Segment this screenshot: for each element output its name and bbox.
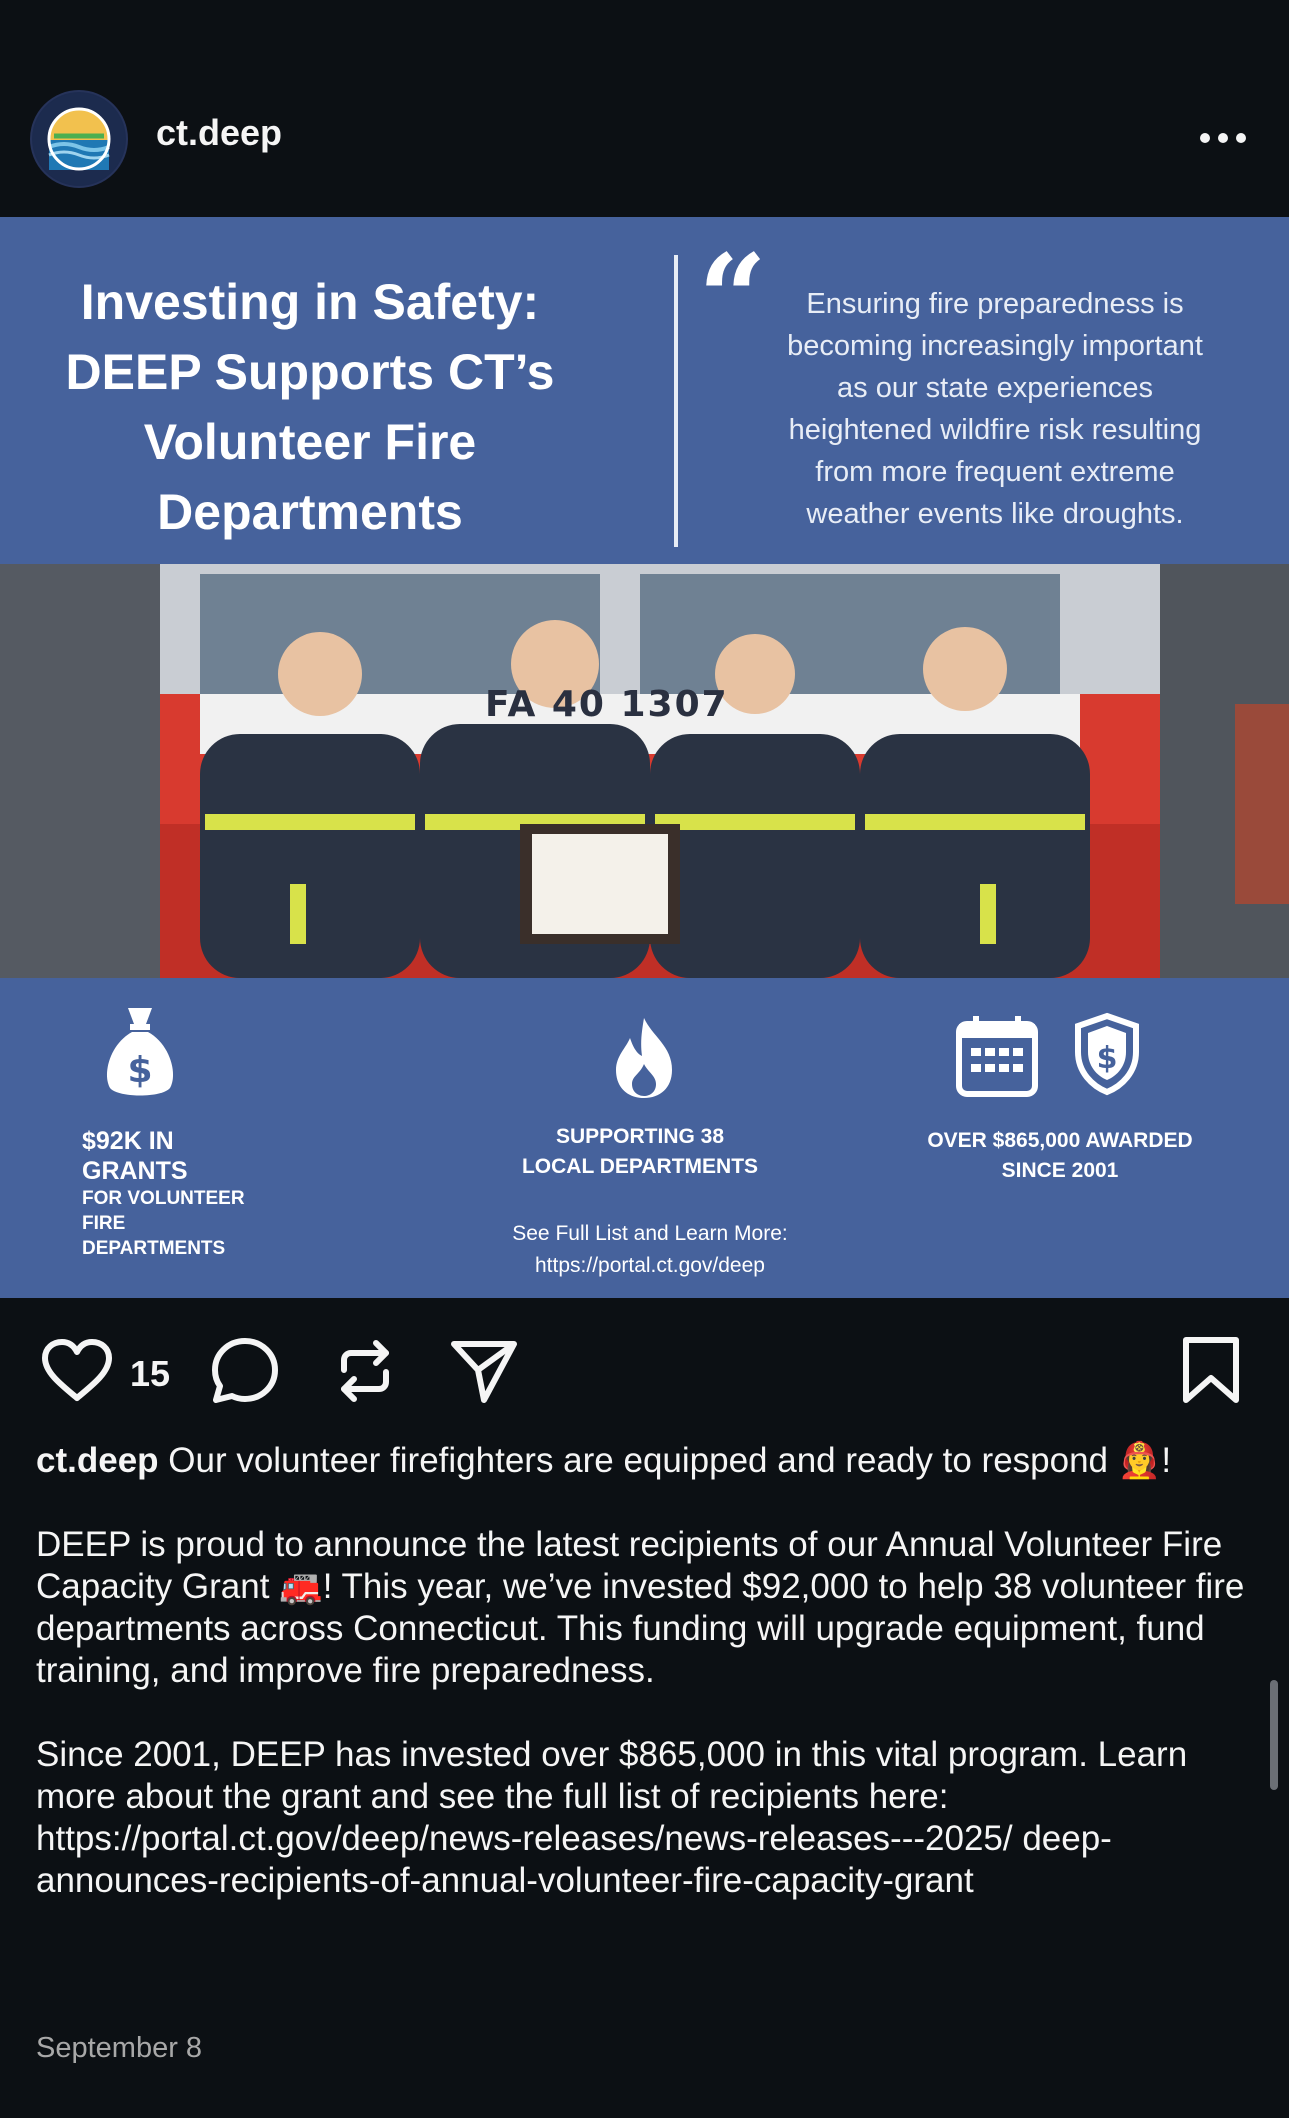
share-icon[interactable] (448, 1336, 520, 1408)
action-bar (0, 1298, 1289, 1448)
caption-username[interactable]: ct.deep (36, 1441, 159, 1480)
bookmark-icon[interactable] (1180, 1336, 1242, 1406)
caption-paragraph-3: Since 2001, DEEP has invested over $865,000 in this vital program. Learn more about the grant and see the full list of recipients here: https://portal.ct.gov/deep/news-releases/news-releases---2025/ deep-announces-recipients-of-annual-volunteer-fire-capacity-grant (36, 1735, 1188, 1900)
stat-grants: $92K IN GRANTS (82, 1127, 188, 1185)
caption-paragraph-2: DEEP is proud to announce the latest recipients of our Annual Volunteer Fire Capacity Grant 🚒! This year, we’ve invested $92,000 to help 38 volunteer fire departments across Connecticut. This funding will upgrade equipment, fund training, and improve fire preparedness. (36, 1525, 1245, 1690)
comment-icon[interactable] (210, 1336, 280, 1406)
firefighters-photo (0, 564, 1289, 978)
learn-more-text: See Full List and Learn More: https://portal.ct.gov/deep (512, 1222, 788, 1277)
shield-dollar-icon (1072, 1012, 1142, 1096)
heart-icon[interactable] (40, 1338, 114, 1404)
repost-icon[interactable] (330, 1336, 400, 1406)
username[interactable]: ct.deep (156, 112, 283, 153)
quote-mark-icon: “ (698, 228, 768, 369)
money-bag-icon (100, 1004, 180, 1100)
post-header (0, 0, 1289, 217)
avatar[interactable] (30, 90, 128, 188)
svg-text:$: $ (1096, 1041, 1118, 1076)
caption-line1: Our volunteer firefighters are equipped and ready to respond 👩‍🚒! (158, 1441, 1172, 1480)
stat-departments: SUPPORTING 38 LOCAL DEPARTMENTS (521, 1125, 759, 1178)
stat-awarded: OVER $865,000 AWARDED SINCE 2001 (927, 1129, 1193, 1182)
caption (36, 1440, 1266, 1902)
image-bottom-banner (0, 978, 1289, 1298)
svg-text:$: $ (127, 1050, 153, 1091)
more-icon[interactable] (1193, 118, 1253, 158)
divider (674, 255, 678, 547)
deep-logo-icon (32, 92, 126, 186)
flame-icon (612, 1016, 676, 1100)
image-quote: Ensuring fire preparedness is becoming increasingly important as our state experiences heightened wildfire risk resulting from more frequent extreme weather events like droughts. (787, 288, 1203, 530)
image-top-banner (0, 217, 1289, 564)
calendar-icon (955, 1014, 1039, 1098)
stat-grants-sub: FOR VOLUNTEER FIRE DEPARTMENTS (82, 1188, 245, 1259)
like-count[interactable]: 15 (130, 1353, 171, 1394)
post-date: September 8 (36, 2032, 203, 2064)
truck-number: FA 40 1307 (485, 684, 729, 725)
post-image[interactable] (0, 217, 1289, 1298)
image-headline: Investing in Safety: DEEP Supports CT’s Volunteer Fire Departments (65, 274, 555, 540)
scrollbar[interactable] (1270, 1680, 1278, 1790)
